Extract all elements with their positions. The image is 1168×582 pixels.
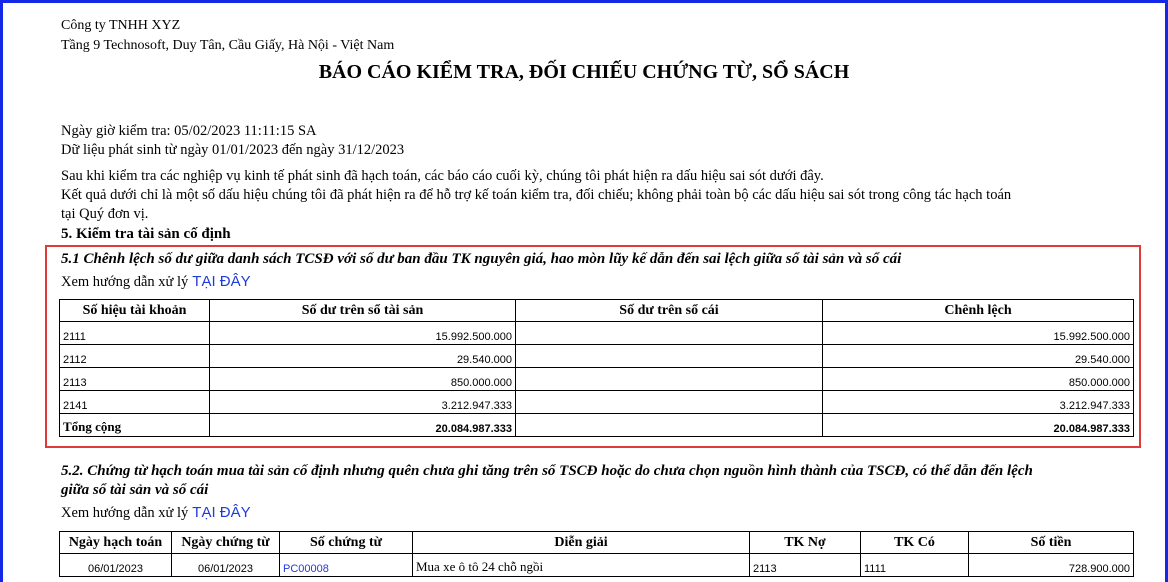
doc-date-cell: 06/01/2023	[172, 554, 280, 577]
posting-date-cell: 06/01/2023	[60, 554, 172, 577]
total-difference: 20.084.987.333	[823, 414, 1134, 437]
table-row	[60, 391, 1134, 414]
amount-cell: 728.900.000	[969, 554, 1134, 577]
section-5-2-guide	[61, 504, 251, 522]
report-title: BÁO CÁO KIỂM TRA, ĐỐI CHIẾU CHỨNG TỪ, SỔ SÁCH	[318, 61, 850, 83]
column-header: Chênh lệch	[823, 300, 1134, 322]
intro-line-1: Sau khi kiểm tra các nghiệp vụ kinh tế phát sinh đã hạch toán, các báo cáo cuối kỳ, chúng tôi phát hiện ra dấu hiệu sai sót dưới đây.	[61, 168, 824, 184]
column-header: Ngày hạch toán	[60, 532, 172, 554]
column-header: Số dư trên sổ tài sản	[210, 300, 516, 322]
column-header: Số dư trên sổ cái	[516, 300, 823, 322]
check-time: Ngày giờ kiểm tra: 05/02/2023 11:11:15 SA	[61, 123, 317, 139]
difference-cell: 3.212.947.333	[823, 391, 1134, 414]
section-5-2-title-line-1: 5.2. Chứng từ hạch toán mua tài sản cố định nhưng quên chưa ghi tăng trên sổ TSCĐ hoặc do chưa chọn nguồn hình thành của TSCĐ, có thể dẫn đến lệch	[61, 463, 1033, 479]
asset-balance-cell: 3.212.947.333	[210, 391, 516, 414]
column-header: Số chứng từ	[280, 532, 413, 554]
company-name: Công ty TNHH XYZ	[61, 18, 181, 33]
company-address: Tầng 9 Technosoft, Duy Tân, Cầu Giấy, Hà Nội - Việt Nam	[61, 38, 395, 53]
asset-balance-cell: 850.000.000	[210, 368, 516, 391]
ledger-balance-cell	[516, 368, 823, 391]
debit-account-cell: 2113	[750, 554, 861, 577]
asset-balance-cell: 29.540.000	[210, 345, 516, 368]
intro-line-3: tại Quý đơn vị.	[61, 206, 149, 222]
section-5-1-guide	[61, 273, 251, 291]
data-range: Dữ liệu phát sinh từ ngày 01/01/2023 đến ngày 31/12/2023	[61, 142, 405, 158]
column-header: Số tiền	[969, 532, 1134, 554]
asset-balance-cell: 15.992.500.000	[210, 322, 516, 345]
account-cell: 2111	[60, 322, 210, 345]
table-header-row	[60, 532, 1134, 554]
ledger-balance-cell	[516, 391, 823, 414]
difference-cell: 29.540.000	[823, 345, 1134, 368]
intro-line-2: Kết quả dưới chỉ là một số dấu hiệu chúng tôi đã phát hiện ra để hỗ trợ kế toán kiểm tra, đối chiếu; không phải toàn bộ các dấu hiệu sai sót trong công tác hạch toán	[61, 187, 1012, 203]
total-ledger-balance	[516, 414, 823, 437]
column-header: Ngày chứng từ	[172, 532, 280, 554]
guide-text: Xem hướng dẫn xử lý	[61, 274, 189, 290]
section-5-1-title: 5.1 Chênh lệch số dư giữa danh sách TCSĐ với số dư ban đầu TK nguyên giá, hao mòn lũy kế dẫn đến sai lệch giữa sổ tài sản và sổ cái	[61, 251, 902, 267]
table-row	[60, 368, 1134, 391]
credit-account-cell: 1111	[861, 554, 969, 577]
ledger-balance-cell	[516, 345, 823, 368]
fixed-asset-balance-table	[59, 299, 1134, 437]
section-5-heading: 5. Kiểm tra tài sản cố định	[61, 226, 231, 242]
account-cell: 2113	[60, 368, 210, 391]
account-cell: 2112	[60, 345, 210, 368]
table-header-row	[60, 300, 1134, 322]
guide-text: Xem hướng dẫn xử lý	[61, 505, 189, 521]
total-label: Tổng cộng	[60, 414, 210, 437]
guide-link[interactable]: TẠI ĐÂY	[192, 273, 251, 290]
guide-link[interactable]: TẠI ĐÂY	[192, 504, 251, 521]
doc-no-cell	[280, 554, 413, 577]
total-asset-balance: 20.084.987.333	[210, 414, 516, 437]
account-cell: 2141	[60, 391, 210, 414]
table-total-row	[60, 414, 1134, 437]
difference-cell: 850.000.000	[823, 368, 1134, 391]
section-5-2-title-line-2: giữa sổ tài sản và sổ cái	[61, 482, 209, 498]
ledger-balance-cell	[516, 322, 823, 345]
column-header: Diễn giải	[413, 532, 750, 554]
table-row	[60, 322, 1134, 345]
difference-cell: 15.992.500.000	[823, 322, 1134, 345]
column-header: Số hiệu tài khoản	[60, 300, 210, 322]
table-row	[60, 345, 1134, 368]
column-header: TK Nợ	[750, 532, 861, 554]
column-header: TK Có	[861, 532, 969, 554]
voucher-link[interactable]: PC00008	[283, 563, 329, 575]
table-row	[60, 554, 1134, 577]
description-cell: Mua xe ô tô 24 chỗ ngồi	[413, 554, 750, 577]
asset-purchase-voucher-table	[59, 531, 1134, 577]
